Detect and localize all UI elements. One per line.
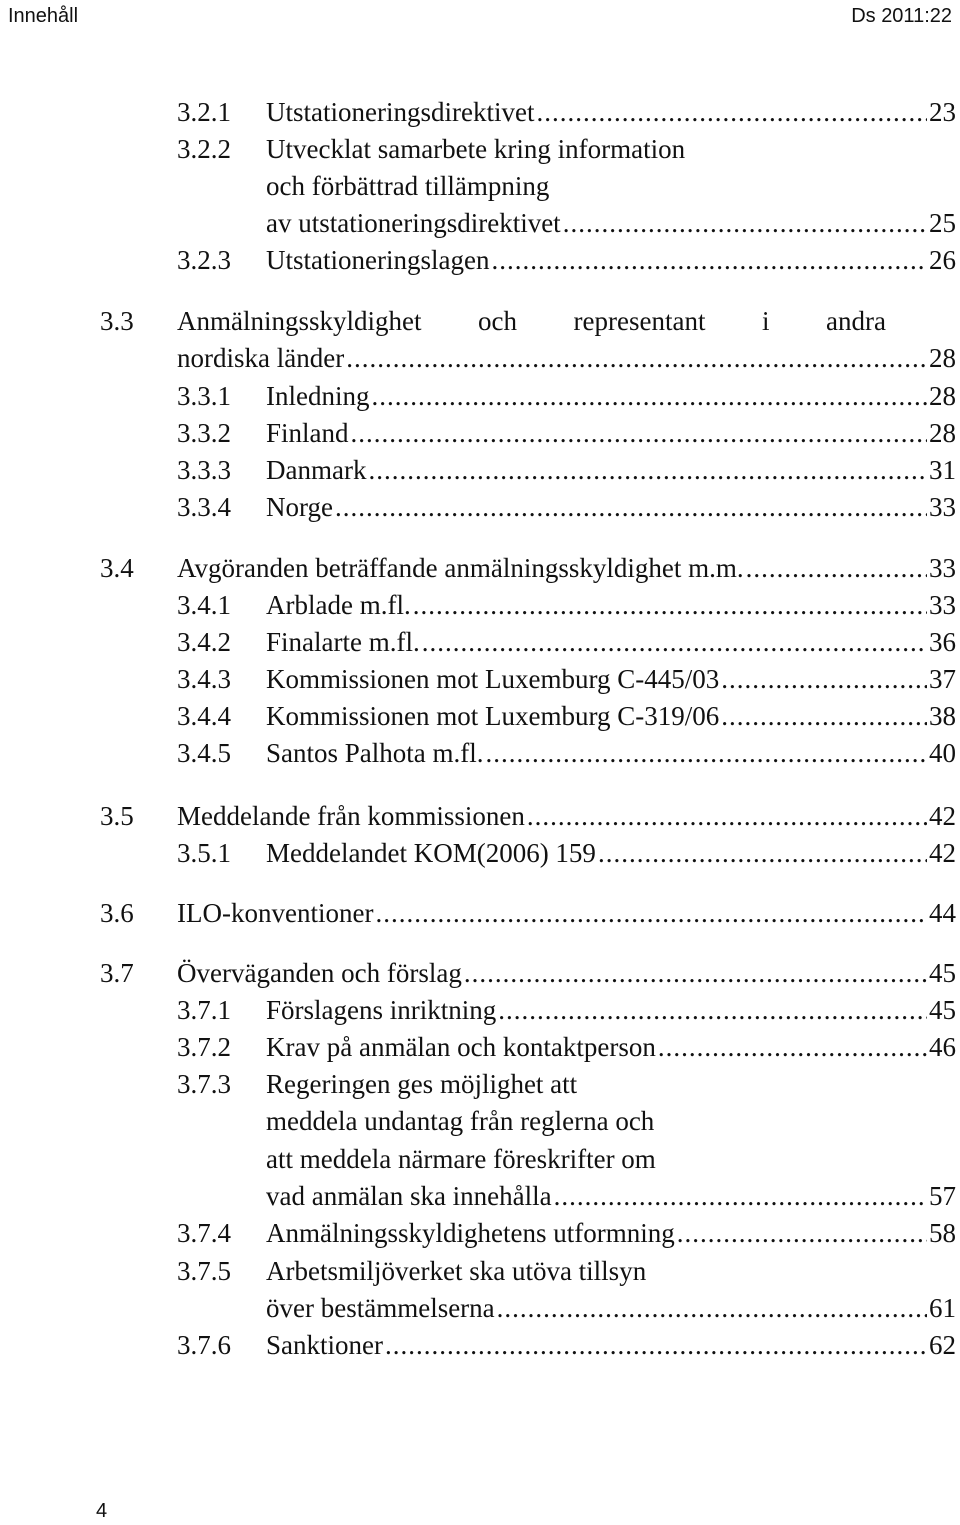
toc-entry-title-line: Utvecklat samarbete kring information — [266, 134, 686, 164]
dot-leader — [527, 801, 927, 832]
toc-entry-title: Sanktioner — [266, 1330, 383, 1360]
dot-leader — [498, 995, 927, 1026]
dot-leader — [335, 492, 927, 523]
toc-entry-page: 42 — [929, 838, 956, 868]
toc-entry-line — [266, 1032, 956, 1063]
toc-entry-title: Finalarte m.fl. — [266, 627, 420, 657]
toc-entry-number: 3.4.2 — [177, 627, 231, 657]
toc-entry-title: Kommissionen mot Luxemburg C-445/03 — [266, 664, 720, 694]
toc-entry-page: 23 — [929, 97, 956, 127]
toc-entry-title: Norge — [266, 492, 333, 522]
toc-entry-3-2-3[interactable] — [0, 245, 960, 279]
toc-entry-title-line: meddela undantag från reglerna och — [266, 1106, 655, 1136]
toc-entry-number: 3.7.2 — [177, 1032, 231, 1062]
toc-entry-title-line: att meddela närmare föreskrifter om — [266, 1144, 656, 1174]
title-word: och — [478, 306, 517, 336]
toc-entry-3-4[interactable] — [0, 553, 960, 587]
toc-entry-number: 3.3.1 — [177, 381, 231, 411]
toc-entry-title: Anmälningsskyldighetens utformning — [266, 1218, 675, 1248]
toc-entry-3-5[interactable] — [0, 801, 960, 835]
toc-entry-page: 61 — [929, 1293, 956, 1323]
toc-entry-number: 3.2.3 — [177, 245, 231, 275]
toc-entry-number: 3.7 — [100, 958, 134, 988]
toc-entry-3-2-2[interactable] — [0, 134, 960, 244]
dot-leader — [351, 418, 927, 449]
page-number: 4 — [96, 1500, 108, 1522]
toc-entry-number: 3.7.4 — [177, 1218, 231, 1248]
toc-entry-page: 33 — [929, 553, 956, 583]
toc-entry-title: Meddelande från kommissionen — [177, 801, 525, 831]
header-document-id: Ds 2011:22 — [851, 5, 952, 27]
toc-entry-3-4-3[interactable] — [0, 664, 960, 698]
toc-entry-title: Santos Palhota m.fl. — [266, 738, 484, 768]
toc-entry-page: 62 — [929, 1330, 956, 1360]
toc-entry-title-line: Arbetsmiljöverket ska utöva tillsyn — [266, 1256, 647, 1286]
toc-entry-title: Utstationeringslagen — [266, 245, 490, 275]
toc-entry-title: nordiska länder — [177, 343, 345, 373]
toc-entry-title: Finland — [266, 418, 349, 448]
dot-leader — [563, 208, 927, 239]
toc-entry-title-line — [177, 306, 886, 337]
toc-entry-line — [266, 1181, 956, 1212]
toc-entry-page: 46 — [929, 1032, 956, 1062]
toc-entry-number: 3.2.2 — [177, 134, 231, 164]
toc-entry-3-2-1[interactable] — [0, 97, 960, 131]
toc-entry-3-3-3[interactable] — [0, 455, 960, 489]
toc-entry-number: 3.5.1 — [177, 838, 231, 868]
toc-entry-3-6[interactable] — [0, 898, 960, 932]
toc-entry-3-4-5[interactable] — [0, 738, 960, 772]
dot-leader — [721, 664, 927, 695]
toc-entry-number: 3.3 — [100, 306, 134, 336]
dot-leader — [413, 590, 927, 621]
toc-entry-page: 58 — [929, 1218, 956, 1248]
toc-entry-3-7[interactable] — [0, 958, 960, 992]
toc-entry-page: 36 — [929, 627, 956, 657]
dot-leader — [554, 1181, 927, 1212]
toc-entry-3-4-1[interactable] — [0, 590, 960, 624]
toc-entry-page: 31 — [929, 455, 956, 485]
toc-entry-number: 3.7.3 — [177, 1069, 231, 1099]
dot-leader — [346, 343, 927, 374]
toc-entry-title: Inledning — [266, 381, 370, 411]
toc-entry-line — [177, 958, 956, 989]
dot-leader — [536, 97, 927, 128]
toc-entry-number: 3.6 — [100, 898, 134, 928]
toc-entry-line — [266, 208, 956, 239]
toc-entry-3-3-2[interactable] — [0, 418, 960, 452]
toc-entry-3-3[interactable] — [0, 306, 960, 380]
toc-entry-page: 28 — [929, 418, 956, 448]
toc-entry-line — [266, 995, 956, 1026]
toc-entry-3-4-4[interactable] — [0, 701, 960, 735]
title-word: Anmälningsskyldighet — [177, 306, 422, 336]
toc-entry-3-7-5[interactable] — [0, 1256, 960, 1328]
title-word: i — [761, 306, 770, 336]
toc-entry-number: 3.4.1 — [177, 590, 231, 620]
dot-leader — [746, 553, 927, 584]
toc-entry-line — [177, 898, 956, 929]
toc-entry-number: 3.3.4 — [177, 492, 231, 522]
toc-entry-number: 3.5 — [100, 801, 134, 831]
dot-leader — [598, 838, 927, 869]
toc-entry-page: 26 — [929, 245, 956, 275]
toc-entry-page: 38 — [929, 701, 956, 731]
toc-entry-line — [266, 245, 956, 276]
toc-entry-line — [177, 553, 956, 584]
dot-leader — [677, 1218, 927, 1249]
toc-entry-line — [266, 492, 956, 523]
dot-leader — [497, 1293, 927, 1324]
toc-entry-page: 33 — [929, 590, 956, 620]
toc-entry-line — [177, 801, 956, 832]
toc-entry-page: 45 — [929, 958, 956, 988]
toc-entry-page: 33 — [929, 492, 956, 522]
toc-entry-title: ILO-konventioner — [177, 898, 374, 928]
toc-entry-title: Meddelandet KOM(2006) 159 — [266, 838, 596, 868]
dot-leader — [721, 701, 927, 732]
toc-entry-3-7-1[interactable] — [0, 995, 960, 1029]
toc-entry-number: 3.7.6 — [177, 1330, 231, 1360]
toc-entry-line — [266, 838, 956, 869]
toc-entry-number: 3.4.3 — [177, 664, 231, 694]
toc-entry-number: 3.7.1 — [177, 995, 231, 1025]
toc-entry-title-line: Regeringen ges möjlighet att — [266, 1069, 578, 1099]
dot-leader — [464, 958, 927, 989]
toc-entry-number: 3.3.2 — [177, 418, 231, 448]
dot-leader — [368, 455, 927, 486]
toc-entry-page: 45 — [929, 995, 956, 1025]
dot-leader — [658, 1032, 927, 1063]
toc-entry-page: 37 — [929, 664, 956, 694]
toc-entry-page: 44 — [929, 898, 956, 928]
toc-entry-title: Förslagens inriktning — [266, 995, 497, 1025]
toc-entry-page: 28 — [929, 381, 956, 411]
toc-entry-line — [266, 627, 956, 658]
toc-entry-title: Avgöranden beträffande anmälningsskyldighet m.m. — [177, 553, 744, 583]
toc-entry-page: 25 — [929, 208, 956, 238]
dot-leader — [422, 627, 927, 658]
toc-entry-line — [266, 381, 956, 412]
dot-leader — [375, 898, 927, 929]
toc-entry-line — [266, 590, 956, 621]
dot-leader — [486, 738, 928, 769]
toc-entry-title: Överväganden och förslag — [177, 958, 462, 988]
toc-entry-page: 40 — [929, 738, 956, 768]
toc-entry-3-3-4[interactable] — [0, 492, 960, 526]
dot-leader — [385, 1330, 927, 1361]
toc-entry-number: 3.4 — [100, 553, 134, 583]
toc-entry-line — [266, 1218, 956, 1249]
toc-entry-title: Arblade m.fl. — [266, 590, 411, 620]
toc-entry-3-5-1[interactable] — [0, 838, 960, 872]
toc-entry-title: Kommissionen mot Luxemburg C-319/06 — [266, 701, 720, 731]
toc-entry-line — [266, 738, 956, 769]
toc-entry-title: Krav på anmälan och kontaktperson — [266, 1032, 656, 1062]
toc-entry-3-7-2[interactable] — [0, 1032, 960, 1066]
toc-entry-3-7-4[interactable] — [0, 1218, 960, 1252]
toc-entry-line — [266, 455, 956, 486]
toc-entry-title: vad anmälan ska innehålla — [266, 1181, 552, 1211]
toc-entry-number: 3.7.5 — [177, 1256, 231, 1286]
toc-entry-title-line: och förbättrad tillämpning — [266, 171, 550, 201]
toc-entry-line — [177, 343, 956, 374]
toc-entry-3-4-2[interactable] — [0, 627, 960, 661]
toc-entry-line — [266, 701, 956, 732]
toc-entry-3-3-1[interactable] — [0, 381, 960, 415]
toc-entry-title: Utstationeringsdirektivet — [266, 97, 535, 127]
toc-entry-number: 3.2.1 — [177, 97, 231, 127]
toc-entry-number: 3.4.5 — [177, 738, 231, 768]
toc-entry-3-7-6[interactable] — [0, 1330, 960, 1364]
toc-entry-page: 42 — [929, 801, 956, 831]
dot-leader — [371, 381, 927, 412]
toc-entry-3-7-3[interactable] — [0, 1069, 960, 1217]
toc-entry-title: över bestämmelserna — [266, 1293, 495, 1323]
running-header — [0, 0, 960, 32]
toc-entry-number: 3.3.3 — [177, 455, 231, 485]
header-section-title: Innehåll — [8, 5, 79, 27]
toc-entry-title: Danmark — [266, 455, 367, 485]
toc-entry-line — [266, 1293, 956, 1324]
toc-entry-line — [266, 1330, 956, 1361]
toc-entry-number: 3.4.4 — [177, 701, 231, 731]
toc-entry-page: 57 — [929, 1181, 956, 1211]
title-word: andra — [826, 306, 886, 336]
toc-entry-line — [266, 418, 956, 449]
toc-entry-page: 28 — [929, 343, 956, 373]
toc-entry-title: av utstationeringsdirektivet — [266, 208, 561, 238]
title-word: representant — [573, 306, 706, 336]
toc-entry-line — [266, 97, 956, 128]
dot-leader — [491, 245, 927, 276]
toc-entry-line — [266, 664, 956, 695]
